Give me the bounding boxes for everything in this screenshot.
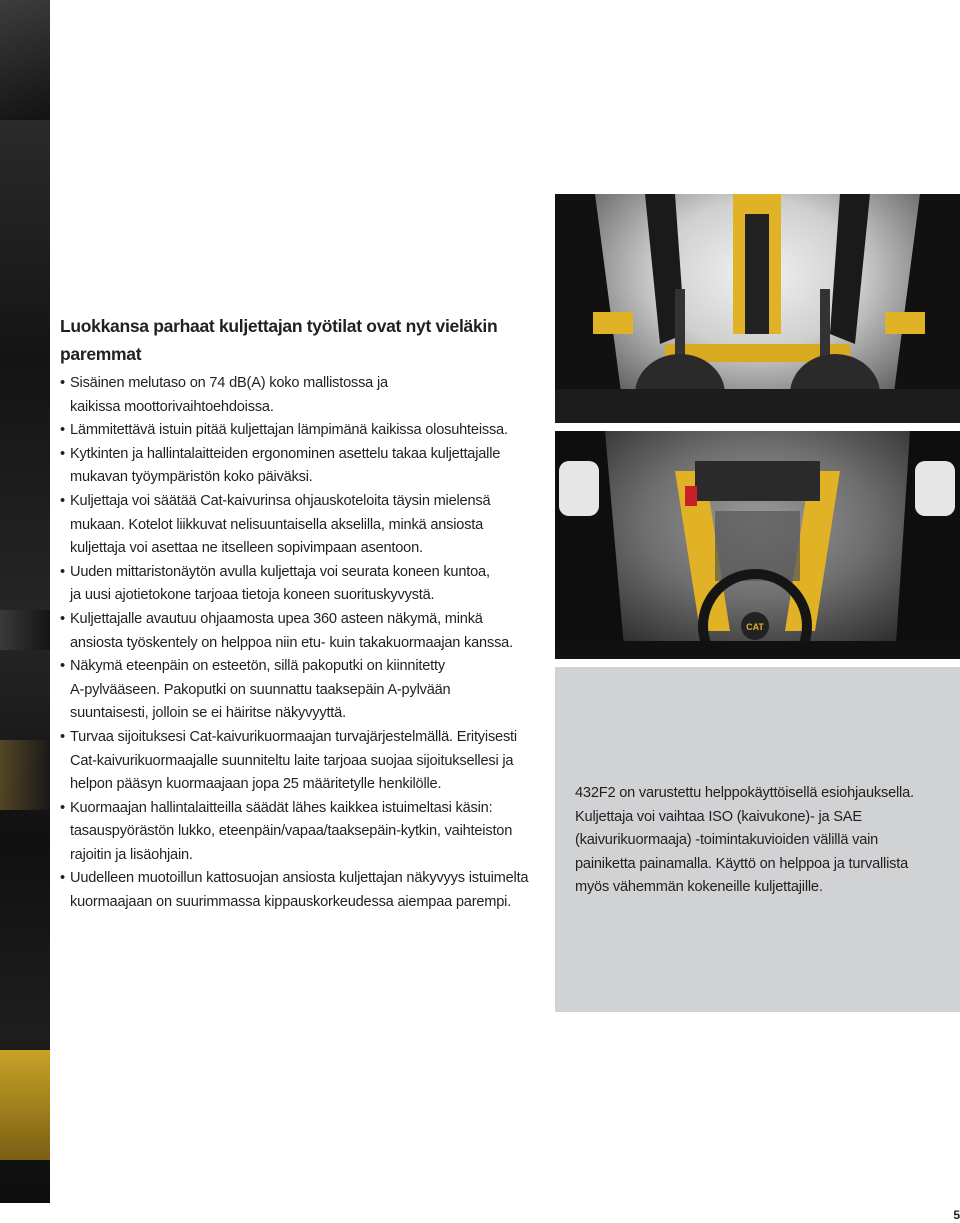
feature-list-item	[60, 561, 546, 608]
feature-line: kaikissa moottorivaihtoehdoissa.	[70, 398, 274, 415]
cab-front-illustration	[555, 431, 960, 659]
feature-line: mukavan työympäristön koko päiväksi.	[70, 469, 313, 486]
caption-line: (kaivurikuormaaja) -toimintakuvioiden välillä vain	[575, 832, 879, 849]
cab-rear-illustration	[555, 194, 960, 423]
bullet-icon: •	[60, 422, 65, 439]
feature-line: Kuljettajalle avautuu ohjaamosta upea 360 asteen näkymä, minkä	[70, 610, 483, 627]
cab-rear-view-photo	[555, 194, 960, 423]
bullet-icon: •	[60, 799, 65, 816]
bullet-icon: •	[60, 375, 65, 391]
cab-front-view-photo	[555, 431, 960, 659]
feature-list-item	[60, 726, 546, 797]
feature-line: mukaan. Kotelot liikkuvat nelisuuntaisella akselilla, minkä ansiosta	[70, 516, 484, 533]
feature-list-item	[60, 372, 546, 419]
feature-line: Sisäinen melutaso on 74 dB(A) koko mallistossa ja	[70, 375, 388, 391]
feature-line: suuntaisesti, jolloin se ei häiritse näkyvyyttä.	[70, 705, 346, 722]
caption-line: painiketta painamalla. Käyttö on helppoa ja turvallista	[575, 855, 908, 872]
caption-box	[555, 667, 960, 1012]
feature-line: Uudelleen muotoillun kattosuojan ansiosta kuljettajan näkyvyys istuimelta	[70, 870, 529, 887]
feature-line: Kytkinten ja hallintalaitteiden ergonominen asettelu takaa kuljettajalle	[70, 445, 501, 462]
caption-line: Kuljettaja voi vaihtaa ISO (kaivukone)- ja SAE	[575, 808, 862, 825]
feature-list-item	[60, 419, 546, 443]
feature-line: A-pylvääseen. Pakoputki on suunnattu taaksepäin A-pylvään	[70, 681, 451, 698]
bullet-icon: •	[60, 610, 65, 627]
feature-line: tasauspyörästön lukko, eteenpäin/vapaa/taaksepäin-kytkin, vaihteiston	[70, 823, 513, 840]
feature-list-item	[60, 655, 546, 726]
feature-list-item	[60, 608, 546, 655]
caption-text	[575, 782, 950, 900]
left-edge-photo	[0, 0, 50, 1203]
feature-line: ansiosta työskentely on helppoa niin etu- kuin takakuormaajan kanssa.	[70, 634, 513, 651]
bullet-icon: •	[60, 728, 65, 745]
feature-line: Kuljettaja voi säätää Cat-kaivurinsa ohjauskoteloita täysin mielensä	[70, 492, 491, 509]
feature-line: kuljettaja voi asettaa ne itselleen sopivimpaan asentoon.	[70, 540, 423, 557]
feature-line: rajoitin ja lisäohjain.	[70, 846, 193, 863]
feature-line: Kuormaajan hallintalaitteilla säädät lähes kaikkea istuimeltasi käsin:	[70, 799, 493, 816]
feature-list-item	[60, 443, 546, 490]
bullet-icon: •	[60, 658, 65, 675]
feature-line: helpon pääsyn kuormaajaan jopa 25 määritetylle henkilölle.	[70, 776, 442, 793]
feature-line: Turvaa sijoituksesi Cat-kaivurikuormaajan turvajärjestelmällä. Erityisesti	[70, 728, 517, 745]
feature-line: Cat-kaivurikuormaajalle suunniteltu laite tarjoaa suojaa sijoituksellesi ja	[70, 752, 514, 769]
bullet-icon: •	[60, 870, 65, 887]
feature-line: ja uusi ajotietokone tarjoaa tietoja koneen suorituskyvystä.	[70, 587, 435, 604]
feature-list	[60, 372, 546, 915]
page-number: 5	[953, 1208, 960, 1222]
feature-line: Lämmitettävä istuin pitää kuljettajan lämpimänä kaikissa olosuhteissa.	[70, 422, 508, 439]
caption-line: 432F2 on varustettu helppokäyttöisellä esiohjauksella.	[575, 785, 914, 801]
bullet-icon: •	[60, 563, 65, 580]
caption-line: myös vähemmän kokeneille kuljettajille.	[575, 879, 823, 896]
steering-wheel-logo: CAT	[746, 622, 764, 632]
bullet-icon: •	[60, 445, 65, 462]
article-heading: Luokkansa parhaat kuljettajan työtilat ovat nyt vieläkin paremmat	[60, 316, 498, 364]
feature-list-item	[60, 867, 546, 914]
feature-list-item	[60, 797, 546, 868]
feature-list-item	[60, 490, 546, 561]
feature-line: kuormaajaan on suurimmassa kippauskorkeudessa aiempaa parempi.	[70, 894, 512, 911]
bullet-icon: •	[60, 492, 65, 509]
feature-line: Uuden mittaristonäytön avulla kuljettaja voi seurata koneen kuntoa,	[70, 563, 490, 580]
feature-article	[60, 312, 546, 915]
feature-line: Näkymä eteenpäin on esteetön, sillä pakoputki on kiinnitetty	[70, 658, 445, 675]
